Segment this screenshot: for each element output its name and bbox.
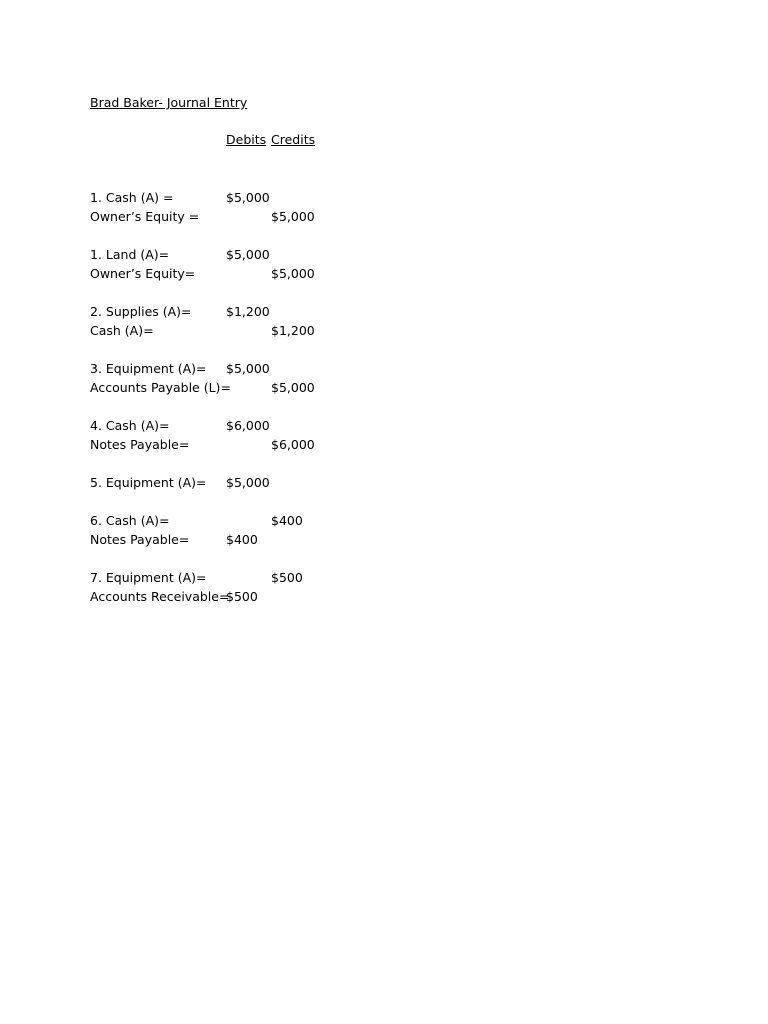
entry-line — [90, 302, 390, 321]
account-name: 6. Cash (A)= — [90, 513, 170, 528]
credit-amount: $500 — [271, 570, 303, 585]
entry-line — [90, 473, 390, 492]
account-name: Owner’s Equity= — [90, 266, 196, 281]
entry-line — [90, 435, 390, 454]
entry-line — [90, 530, 390, 549]
account-name: 3. Equipment (A)= — [90, 361, 207, 376]
journal-entry-3 — [90, 302, 390, 340]
entry-line — [90, 511, 390, 530]
debit-amount: $5,000 — [226, 247, 270, 262]
entry-line — [90, 321, 390, 340]
journal-entry-5 — [90, 416, 390, 454]
entry-line — [90, 207, 390, 226]
entry-line — [90, 188, 390, 207]
account-name: Notes Payable= — [90, 532, 190, 547]
credits-header: Credits — [271, 132, 316, 147]
journal-entry-1 — [90, 188, 390, 226]
journal-entries — [90, 188, 390, 625]
credit-amount: $5,000 — [271, 209, 315, 224]
account-name: 5. Equipment (A)= — [90, 475, 207, 490]
debits-header: Debits — [226, 132, 267, 147]
journal-entry-2 — [90, 245, 390, 283]
entry-line — [90, 416, 390, 435]
entry-line — [90, 568, 390, 587]
journal-entry-4 — [90, 359, 390, 397]
account-name: Notes Payable= — [90, 437, 190, 452]
account-name: 1. Cash (A) = — [90, 190, 174, 205]
credit-amount: $400 — [271, 513, 303, 528]
debit-amount: $1,200 — [226, 304, 270, 319]
debit-amount: $400 — [226, 532, 258, 547]
journal-entry-7 — [90, 511, 390, 549]
debit-amount: $5,000 — [226, 361, 270, 376]
credit-amount: $5,000 — [271, 380, 315, 395]
account-name: 1. Land (A)= — [90, 247, 170, 262]
journal-entry-8 — [90, 568, 390, 606]
credit-amount: $1,200 — [271, 323, 315, 338]
journal-entry-6 — [90, 473, 390, 492]
debit-amount: $500 — [226, 589, 258, 604]
credit-amount: $5,000 — [271, 266, 315, 281]
account-name: 2. Supplies (A)= — [90, 304, 192, 319]
account-name: Cash (A)= — [90, 323, 154, 338]
account-name: Accounts Receivable= — [90, 589, 230, 604]
entry-line — [90, 245, 390, 264]
account-name: Owner’s Equity = — [90, 209, 200, 224]
entry-line — [90, 264, 390, 283]
entry-line — [90, 359, 390, 378]
credit-amount: $6,000 — [271, 437, 315, 452]
account-name: Accounts Payable (L)= — [90, 380, 231, 395]
document-title: Brad Baker- Journal Entry — [90, 95, 248, 110]
account-name: 7. Equipment (A)= — [90, 570, 207, 585]
debit-amount: $6,000 — [226, 418, 270, 433]
account-name: 4. Cash (A)= — [90, 418, 170, 433]
entry-line — [90, 587, 390, 606]
debit-amount: $5,000 — [226, 190, 270, 205]
debit-amount: $5,000 — [226, 475, 270, 490]
entry-line — [90, 378, 390, 397]
